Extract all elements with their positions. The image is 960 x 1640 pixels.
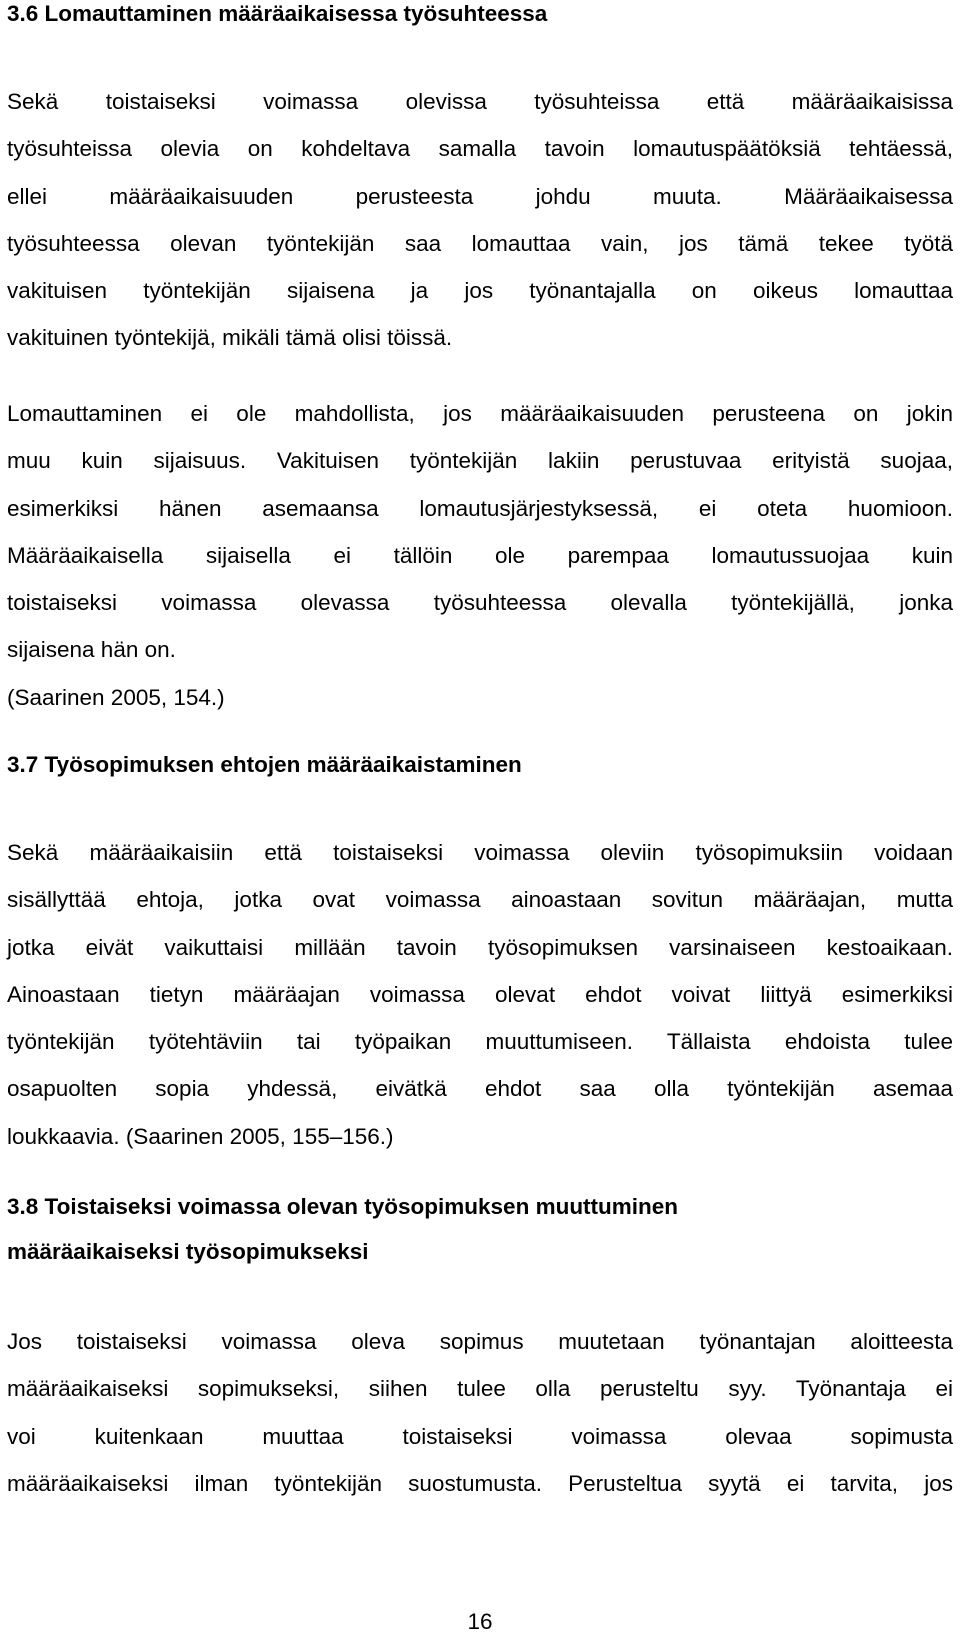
text-line: Sekä toistaiseksi voimassa olevissa työsuhteissa että määräaikaisissa	[7, 89, 953, 114]
text-line: toistaiseksi voimassa olevassa työsuhteessa olevalla työntekijällä, jonka	[7, 590, 953, 616]
text-line: vakituinen työntekijä, mikäli tämä olisi töissä.	[7, 325, 453, 351]
text-line: Määräaikaisella sijaisella ei tällöin ole parempaa lomautussuojaa kuin	[7, 542, 953, 568]
paragraph-3-7-1	[7, 829, 953, 1160]
text-line: työsuhteessa olevan työntekijän saa lomauttaa vain, jos tämä tekee työtä	[7, 230, 953, 256]
text-line: määräaikaiseksi sopimukseksi, siihen tulee olla perusteltu syy. Työnantaja ei	[7, 1376, 953, 1402]
text-line: muu kuin sijaisuus. Vakituisen työntekijän lakiin perustuvaa erityistä suojaa,	[7, 448, 953, 474]
text-line: ellei määräaikaisuuden perusteesta johdu muuta. Määräaikaisessa	[7, 183, 953, 209]
text-line: Ainoastaan tietyn määräajan voimassa olevat ehdot voivat liittyä esimerkiksi	[7, 981, 953, 1007]
text-line: osapuolten sopia yhdessä, eivätkä ehdot saa olla työntekijän asemaa	[7, 1076, 953, 1102]
section-heading-3-7: 3.7 Työsopimuksen ehtojen määräaikaistaminen	[7, 752, 522, 777]
text-line: loukkaavia. (Saarinen 2005, 155–156.)	[7, 1123, 394, 1149]
paragraph-3-8-1	[7, 1318, 953, 1507]
section-heading-3-8-line-1: 3.8 Toistaiseksi voimassa olevan työsopimuksen muuttuminen	[7, 1194, 679, 1219]
citation: (Saarinen 2005, 154.)	[7, 684, 225, 710]
text-line: määräaikaiseksi ilman työntekijän suostumusta. Perusteltua syytä ei tarvita, jos	[7, 1470, 953, 1496]
text-line: sisällyttää ehtoja, jotka ovat voimassa ainoastaan sovitun määräajan, mutta	[7, 887, 953, 913]
text-line: työntekijän työtehtäviin tai työpaikan muuttumiseen. Tällaista ehdoista tulee	[7, 1029, 953, 1055]
section-heading-3-8-line-2: määräaikaiseksi työsopimukseksi	[7, 1239, 369, 1264]
page-number: 16	[467, 1609, 493, 1634]
section-heading-3-6: 3.6 Lomauttaminen määräaikaisessa työsuhteessa	[7, 1, 548, 26]
paragraph-3-6-1	[7, 78, 953, 362]
text-line: jotka eivät vaikuttaisi millään tavoin työsopimuksen varsinaiseen kestoaikaan.	[7, 934, 953, 960]
text-line: Jos toistaiseksi voimassa oleva sopimus muutetaan työnantajan aloitteesta	[7, 1329, 953, 1354]
text-line: voi kuitenkaan muuttaa toistaiseksi voimassa olevaa sopimusta	[7, 1423, 953, 1449]
text-line: vakituisen työntekijän sijaisena ja jos työnantajalla on oikeus lomauttaa	[7, 278, 953, 304]
text-line: esimerkiksi hänen asemaansa lomautusjärjestyksessä, ei oteta huomioon.	[7, 495, 953, 521]
text-line: sijaisena hän on.	[7, 637, 176, 663]
paragraph-3-6-2	[7, 390, 953, 721]
text-line: työsuhteissa olevia on kohdeltava samalla tavoin lomautuspäätöksiä tehtäessä,	[7, 136, 953, 162]
text-line: Sekä määräaikaisiin että toistaiseksi voimassa oleviin työsopimuksiin voidaan	[7, 840, 953, 865]
text-line: Lomauttaminen ei ole mahdollista, jos määräaikaisuuden perusteena on jokin	[7, 401, 953, 426]
